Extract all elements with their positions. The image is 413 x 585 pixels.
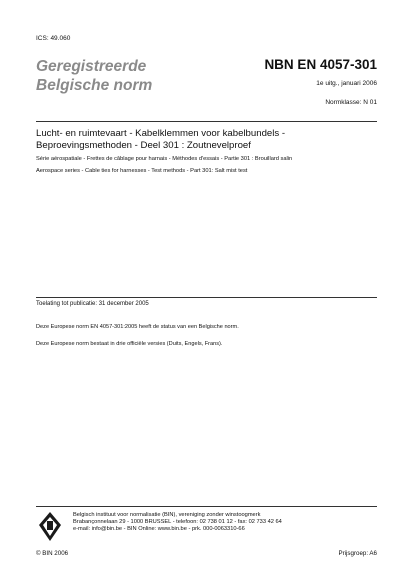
- title-line-2: Belgische norm: [36, 77, 153, 94]
- edition-date: 1e uitg., januari 2006: [316, 80, 377, 87]
- divider-bottom: [36, 506, 377, 507]
- copyright: © BIN 2006: [36, 550, 69, 557]
- standard-number: NBN EN 4057-301: [264, 57, 377, 72]
- divider-top: [36, 121, 377, 122]
- org-name: Belgisch instituut voor normalisatie (BIN), vereniging zonder winstoogmerk: [73, 512, 261, 518]
- price-group: Prijsgroep: A6: [338, 550, 377, 557]
- org-address: Brabançonnelaan 29 - 1000 BRUSSEL - telefoon: 02 738 01 12 - fax: 02 733 42 64: [73, 519, 282, 526]
- title-french: Série aérospatiale - Frettes de câblage pour harnais - Méthodes d'essais - Partie 301 : Brouillard salin: [36, 156, 293, 162]
- title-line-1: Geregistreerde: [36, 58, 147, 75]
- versions-statement: Deze Europese norm bestaat in drie officiële versies (Duits, Engels, Frans).: [36, 341, 223, 347]
- organization-info: [73, 512, 282, 534]
- ics-code: ICS: 49.060: [36, 35, 71, 42]
- bin-logo-icon: [38, 511, 62, 542]
- main-title-dutch: Lucht- en ruimtevaart - Kabelklemmen voor kabelbundels - Beproevingsmethoden - Deel 301 : Zoutnevelproef: [36, 128, 286, 151]
- org-contact: e-mail: info@bin.be - BIN Online: www.bin.be - prk. 000-0063310-66: [73, 526, 245, 533]
- divider-middle: [36, 297, 377, 298]
- approval-date: Toelating tot publicatie: 31 december 2005: [36, 301, 149, 307]
- document-type-title: [36, 57, 152, 95]
- status-statement: Deze Europese norm EN 4057-301:2005 heeft de status van een Belgische norm.: [36, 324, 239, 330]
- title-english: Aerospace series - Cable ties for harnesses - Test methods - Part 301: Salt mist test: [36, 168, 248, 174]
- norm-class: Normklasse: N 01: [325, 99, 377, 106]
